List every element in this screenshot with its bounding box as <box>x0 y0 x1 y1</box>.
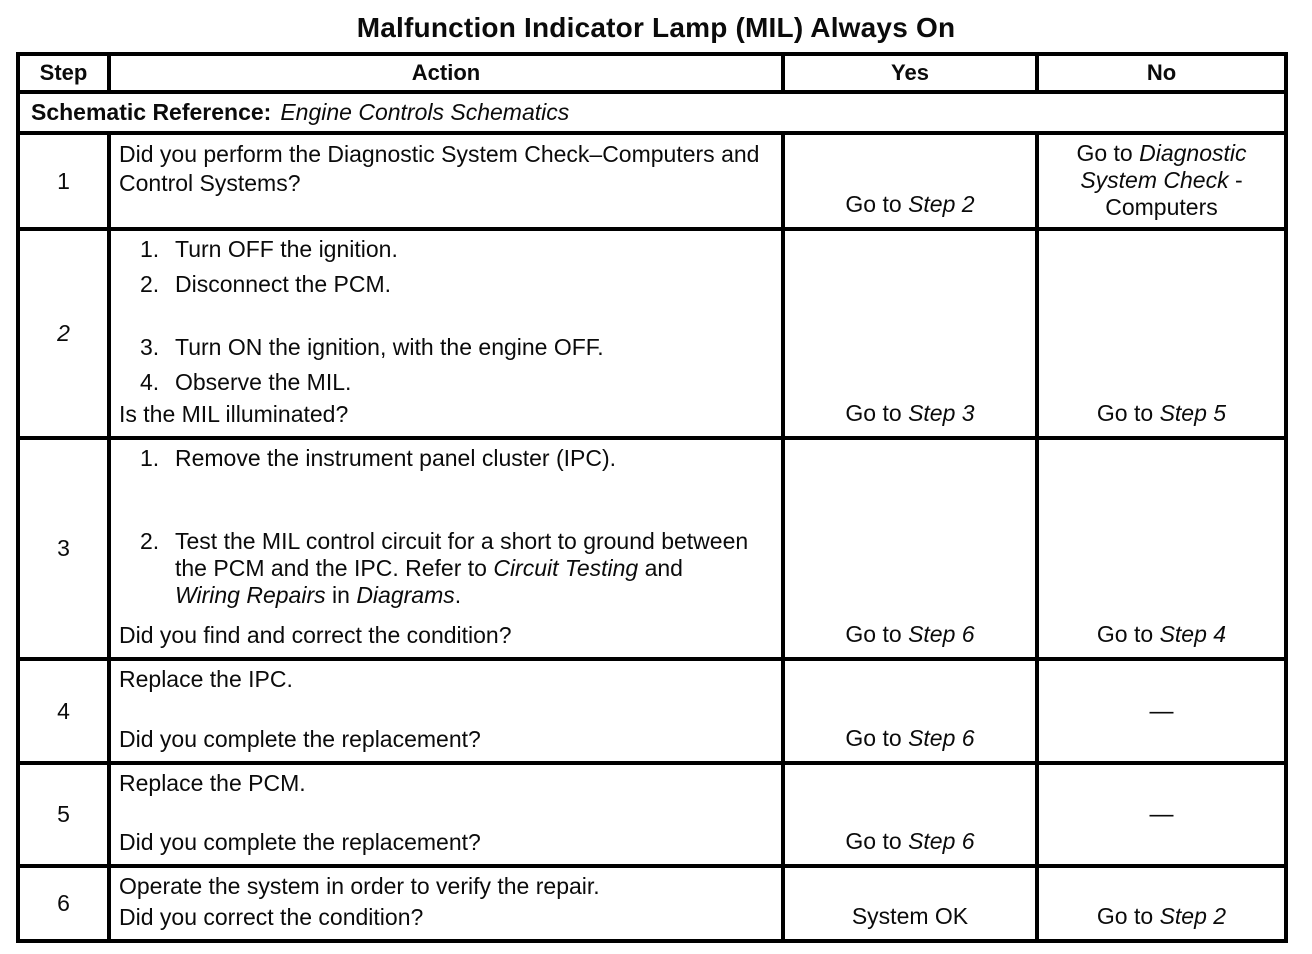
action-cell <box>111 868 781 939</box>
go-to-reference: Go to Step 2 <box>1096 903 1227 929</box>
dash-placeholder: — <box>1149 697 1174 725</box>
action-statement: Operate the system in order to verify the repair. <box>119 873 600 899</box>
step-number: 3 <box>20 440 107 657</box>
action-question: Did you find and correct the condition? <box>119 622 512 648</box>
item-number: 4. <box>140 369 160 395</box>
yes-cell <box>785 661 1035 761</box>
col-header-yes: Yes <box>785 56 1035 90</box>
go-to-reference: Go to Step 6 <box>845 828 975 854</box>
go-to-reference: Go to Step 4 <box>1096 621 1227 647</box>
action-question: Is the MIL illuminated? <box>119 401 349 427</box>
item-number: 1. <box>140 445 160 471</box>
no-cell <box>1039 231 1284 436</box>
col-header-no: No <box>1039 56 1284 90</box>
action-cell <box>111 661 781 761</box>
action-cell <box>111 231 781 436</box>
step-number: 6 <box>20 868 107 939</box>
go-to-reference: Go to Diagnostic <box>1076 140 1247 166</box>
diagnostic-table <box>16 52 1288 943</box>
go-to-reference: Computers <box>1105 194 1218 220</box>
dash-placeholder: — <box>1149 801 1174 828</box>
item-number: 2. <box>140 271 160 297</box>
action-item <box>140 271 773 298</box>
yes-cell <box>785 231 1035 436</box>
item-text: Turn OFF the ignition. <box>175 236 398 262</box>
item-text: Turn ON the ignition, with the engine OFF. <box>175 334 604 360</box>
item-number: 3. <box>140 334 160 360</box>
yes-cell <box>785 440 1035 657</box>
action-cell <box>111 440 781 657</box>
action-item <box>140 334 773 361</box>
no-cell <box>1039 661 1284 761</box>
go-to-reference: Go to Step 3 <box>845 400 975 426</box>
item-text: Remove the instrument panel cluster (IPC). <box>175 445 617 471</box>
action-statement: Replace the PCM. <box>119 770 306 796</box>
action-statement: Replace the IPC. <box>119 666 293 692</box>
no-cell <box>1039 135 1284 227</box>
result-text: System OK <box>851 903 969 929</box>
action-question: Did you correct the condition? <box>119 904 424 930</box>
item-number: 1. <box>140 236 160 262</box>
yes-cell <box>785 868 1035 939</box>
col-header-action: Action <box>111 56 781 90</box>
yes-cell <box>785 135 1035 227</box>
yes-cell <box>785 765 1035 864</box>
item-text: Disconnect the PCM. <box>175 271 392 297</box>
no-cell <box>1039 440 1284 657</box>
step-number: 4 <box>20 661 107 761</box>
go-to-reference: Go to Step 6 <box>845 725 975 751</box>
item-text: Observe the MIL. <box>175 369 352 395</box>
go-to-reference: Go to Step 5 <box>1096 400 1227 426</box>
action-question: Did you complete the replacement? <box>119 726 481 752</box>
col-header-step: Step <box>20 56 107 90</box>
step-number: 2 <box>20 231 107 436</box>
schematic-reference-row <box>20 94 1284 131</box>
go-to-reference: Go to Step 6 <box>845 621 975 647</box>
go-to-reference: System Check - <box>1080 167 1243 193</box>
step-number: 1 <box>20 135 107 227</box>
action-cell <box>111 765 781 864</box>
item-number: 2. <box>140 528 160 554</box>
action-cell <box>111 135 781 227</box>
action-question: Did you complete the replacement? <box>119 829 481 855</box>
schematic-reference-value: Engine Controls Schematics <box>280 99 570 125</box>
item-text: Test the MIL control circuit for a short to ground between the PCM and the IPC. Refer to Circuit Testing and Wiring Repairs in Diagrams. <box>175 528 749 608</box>
action-item <box>140 236 773 263</box>
schematic-reference-label: Schematic Reference: <box>31 99 272 125</box>
no-cell <box>1039 868 1284 939</box>
action-question: Did you perform the Diagnostic System Check–Computers and Control Systems? <box>119 141 760 196</box>
go-to-reference: Go to Step 2 <box>845 191 975 217</box>
action-item <box>140 528 773 609</box>
step-number: 5 <box>20 765 107 864</box>
page-title: Malfunction Indicator Lamp (MIL) Always On <box>356 12 956 43</box>
action-item <box>140 369 773 396</box>
no-cell <box>1039 765 1284 864</box>
action-item <box>140 445 773 472</box>
